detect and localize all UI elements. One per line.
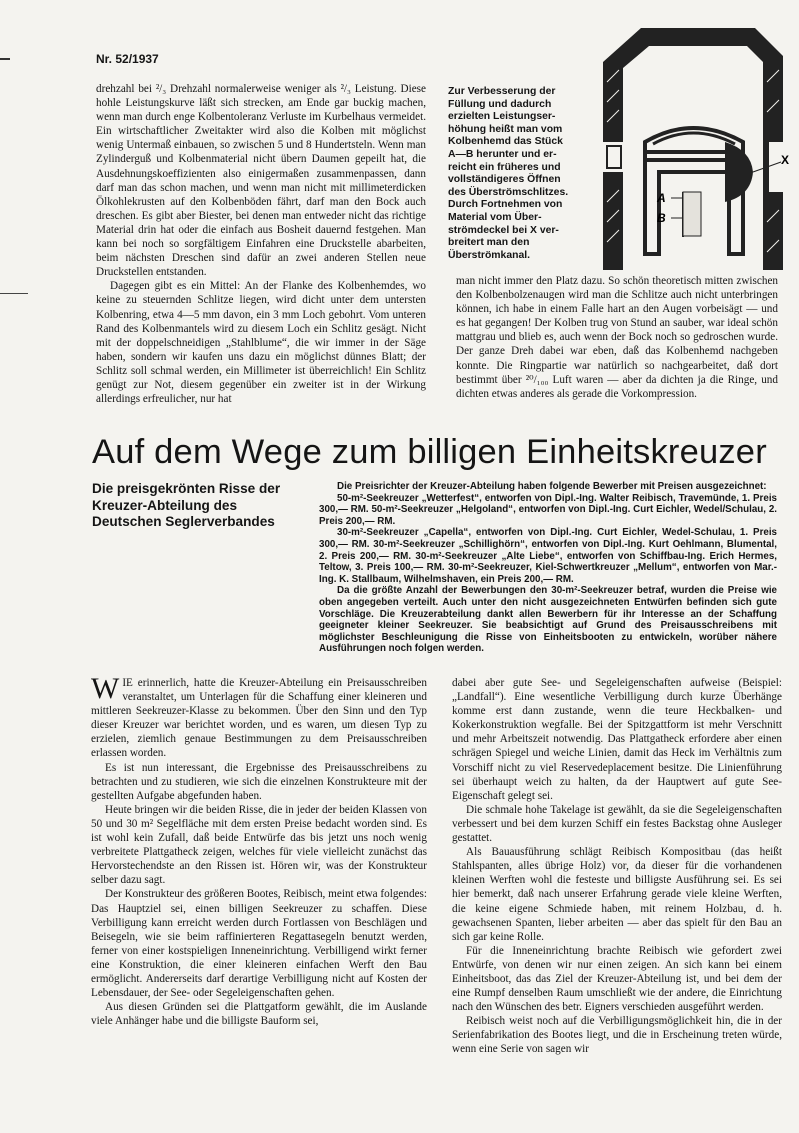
- figure-caption: [448, 86, 577, 262]
- margin-mark: [0, 58, 10, 60]
- caption-line: strömdeckel bei X ver-: [448, 224, 559, 236]
- paragraph: Heute bringen wir die beiden Risse, die in jeder der beiden Klassen von 50 und 30 m² Segelfläche mit dem ersten Preise bedacht worden sind. Es ist wohl kein Zufall, daß beide Entwürfe das bis jetzt uns noch wenig verbreitete Plattgatheck zeigen, welches für viele vielleicht zunächst das Hervorstechendste an den Rissen ist. Hören wir, was der Konstrukteur selber dazu sagt.: [91, 803, 427, 887]
- margin-line: [0, 293, 28, 294]
- caption-line: Füllung und dadurch: [448, 98, 552, 110]
- caption-line: erzielten Leistungser-: [448, 111, 556, 123]
- paragraph: dabei aber gute See- und Segeleigenschaften aufweise (Beispiel: „Landfall“). Eine wesentliche Verbilligung durch kurze Überhänge komme erst dann zustande, wenn die teure Heckbalken- und Kokerkonstruktion wegfalle. Bei der Spitzgattform ist mehr Verschnitt und mehr Arbeitszeit notwendig. Das Plattgatheck erfordere aber einen schrägen Spiegel und weiche Linien, damit das Heck im Verhältnis zum Vorschiff nicht zu viel Reservedeplacement besitze. Die Linienführung sei überhaupt weich zu halten, da der Hauptwert auf gute See-Eigenschaft gelegt sei.: [452, 677, 782, 802]
- prize-announcement: [319, 481, 777, 655]
- paragraph: Da die größte Anzahl der Bewerbungen den 30-m²-Seekreuzer betraf, wurden die Preise wie oben angegeben verteilt. Auch unter den nicht ausgezeichneten Entwürfen befinden sich gute Vorschläge. Die Kreuzerabteilung dankt allen Bewerbern für ihr Interesse an der Schaffung geeigneter kleiner Seekreuzer. Sie beabsichtigt auf Grund des Preisausschreibens mit möglichster Beschleunigung die Risse von Einheitsbooten zu entwickeln, worüber nähere Ausführungen noch folgen werden.: [319, 585, 777, 655]
- paragraph: 50-m²-Seekreuzer „Wetterfest“, entworfen von Dipl.-Ing. Walter Reibisch, Travemünde, 1. Preis 300,— RM. 50-m²-Seekreuzer „Helgoland“, entworfen von Dipl.-Ing. Curt Eichler, Wedel/Schulau, 2. Preis 200,— RM.: [319, 492, 777, 527]
- piston-ring: [645, 158, 743, 162]
- article-subhead: Die preisgekrönten Risse der Kreuzer-Abteilung des Deutschen Seglerverbandes: [92, 481, 281, 529]
- piston-ring: [645, 150, 743, 154]
- label-x: X: [781, 153, 790, 167]
- article-top-left: [96, 82, 426, 406]
- label-b: B: [657, 211, 666, 225]
- caption-line: Kolbenhemd das Stück: [448, 136, 563, 148]
- paragraph: Dagegen gibt es ein Mittel: An der Flanke des Kolbenhemdes, wo keine zu steuernden Schlitze liegen, wird dicht unter dem untersten Kolbenring, etwa 4—5 mm davon, ein 3 mm Loch gebohrt. Vom unteren Rand des Kolbenmantels wird zu diesem Loch ein Schlitz gesägt. Nicht mit der doppelschneidigen „Stahlblume“, die wir immer in der Säge haben, sondern wir kaufen uns dazu ein möglichst dünnes Blatt; der Schlitz soll schmal werden, ein Millimeter ist überreichlich! Ein Schlitz genügt zur Not, diesem gegenüber ein zweiter ist in der Wirkung allerdings erfreulicher, nur hat: [96, 280, 426, 406]
- paragraph: Reibisch weist noch auf die Verbilligungsmöglichkeit hin, die in der Serienfabrikation des Bootes liegt, und die in Erscheinung treten würde, wenn eine Serie von sagen wir: [452, 1015, 782, 1056]
- paragraph: man nicht immer den Platz dazu. So schön theoretisch mitten zwischen den Kolbenbolzenaugen wird man die Schlitze auch nicht unterbringen können, ich habe in einem Falle hart an den Augen vorbeisägt — und es hat gegangen! Der Kolben trug von Stund an sauber, war ideal schön mattgrau und blieb es, auch wenn der Bock noch so gedroschen wurde. Der ganze Dreh dabei war eben, daß das Kolbenhemd nachgeben konnte. Die Ringpartie war natürlich so nachgearbeitet, daß dort bestimmt über ²⁰/₁₀₀ Luft waren — aber da dichten ja die Ringe, und dichten etwas anderes als gerade die Vorkompression.: [456, 275, 778, 400]
- caption-line: Material vom Über-: [448, 211, 542, 223]
- caption-line: höhung heißt man vom: [448, 123, 563, 135]
- paragraph: Der Konstrukteur des größeren Bootes, Reibisch, meint etwa folgendes: Das Hauptziel sei, einen billigen Seekreuzer zu schaffen. Diese Verbilligung kann erreicht werden durch Fortlassen von Beschlägen und Beisegeln, wie sie beim raffinierteren Regattasegeln benutzt werden, ferner von einer kostspieligen Inneneinrichtung. Verbilligend wirkt ferner eine Konstruktion, die einer kleineren einfachen Werft den Bau ermöglicht. Andererseits darf derartige Verbilligung nicht auf Kosten der Lebensdauer, der See- oder Segeleigenschaften gehen.: [91, 888, 427, 1000]
- cut-section: [683, 192, 701, 236]
- paragraph: drehzahl bei ²/₃ Drehzahl normalerweise weniger als ²/₃ Leistung. Diese hohle Leistungskurve läßt sich strecken, am Ende gar buckig machen, wenn man durch enge Kolbentoleranz Verluste im Kurbelhaus vermeidet. Ein wirtschaftlicher Zweitakter wird also die Kolben mit möglichst wenig Untermaß einbauen, so zwischen 5 und 8 Hundertsteln. Wenn man Zylinderguß und Kolbenmaterial nicht übern Daumen gepeilt hat, die Ausdehnungskoeffizienten also einigermaßen zusammenpassen, dann darf man das schon machen, und wenn man nicht mit millimeterdicken Ölkohlekrusten auf den Kolbenböden fährt, darf man den Bock auch dreschen. Es gibt aber Biester, bei denen man entweder nicht das richtige Material drin hat oder die einfach aus Bosheit dauernd festgehen. Man kann bei noch so sorgfältigem Einfahren eine Druckstelle abarbeiten, beim nächsten Dreschen sind dafür an zwei anderen Stellen neue Druckstellen entstanden.: [96, 83, 426, 279]
- article-headline: Auf dem Wege zum billigen Einheitskreuzer: [92, 433, 767, 471]
- drop-cap: W: [91, 672, 120, 705]
- article-bottom-right: [452, 676, 782, 1057]
- caption-line: Überströmkanal.: [448, 249, 530, 261]
- caption-line: Durch Fortnehmen von: [448, 199, 563, 211]
- paragraph: [91, 672, 427, 761]
- paragraph: Als Bauausführung schlägt Reibisch Kompositbau (das heißt Stahlspanten, alles übrige Holz) vor, da dieser für die vorhandenen kleinen Werften wohl die festeste und billigste Ausführung sei. Es sei hier bemerkt, daß nach unserer Erfahrung gerade viele kleine Werften, die keine eigene Schmiede haben, mit reinem Holzbau, d. h. gewachsenen Spanten, lieber arbeiten — aber das spielt für den Bau an sich gar keine Rolle.: [452, 846, 782, 943]
- caption-line: vollständigeres Öffnen: [448, 174, 561, 186]
- issue-number: Nr. 52/1937: [96, 52, 159, 66]
- paragraph: Für die Inneneinrichtung brachte Reibisch wie gefordert zwei Entwürfe, von denen wir nur einen zeigen. An sich kann bei einem Einheitsboot, das das Ziel der Kreuzer-Abteilung ist, und bei dem der eine Rumpf denselben Raum umschließt wie der andere, die Einrichtung nach den Wünschen des betr. Eigners verschieden ausgeführt werden.: [452, 944, 782, 1014]
- paragraph: Die Preisrichter der Kreuzer-Abteilung haben folgende Bewerber mit Preisen ausgezeichnet:: [337, 481, 767, 492]
- article-top-right: [456, 274, 778, 401]
- caption-line: Zur Verbesserung der: [448, 86, 556, 97]
- caption-line: des Überströmschlitzes.: [448, 186, 569, 198]
- piston-cylinder-diagram: [583, 22, 793, 280]
- caption-line: A—B herunter und er-: [448, 148, 557, 160]
- article-bottom-left: [91, 672, 427, 1028]
- label-a: A: [657, 191, 666, 205]
- paragraph-text: IE erinnerlich, hatte die Kreuzer-Abteilung ein Preisausschreiben veranstaltet, um Unterlagen für die Schaffung einer kleineren und mittleren Seekreuzer-Klasse zu bekommen. Über den Sinn und den Typ dieser Kreuzer war berichtet worden, und es waren, um diesen Typ zu erzielen, ziemlich genaue Bestimmungen zu dem Preisausschreiben erlassen worden.: [91, 677, 427, 760]
- paragraph: Es ist nun interessant, die Ergebnisse des Preisausschreibens zu betrachten und zu studieren, wie sich die einzelnen Konstrukteure mit der gestellten Aufgabe abgefunden haben.: [91, 761, 427, 802]
- caption-line: breitert man den: [448, 237, 530, 249]
- caption-line: reicht ein früheres und: [448, 161, 561, 173]
- paragraph: Die schmale hohe Takelage ist gewählt, da sie die Segeleigenschaften verbessert und bei dem kurzen Schiff ein festes Backstag ohne Ausleger gestattet.: [452, 803, 782, 845]
- paragraph: Aus diesen Gründen sei die Plattgatform gewählt, die im Auslande viele Anhänger habe und die billigste Bauform sei,: [91, 1001, 427, 1028]
- paragraph: 30-m²-Seekreuzer „Capella“, entworfen von Dipl.-Ing. Curt Eichler, Wedel-Schulau, 1. Preis 300,— RM. 30-m²-Seekreuzer „Schillighörn“, entworfen von Dipl.-Ing. Kurt Oehlmann, Blumental, 2. Preis 200,— RM. 30-m²-Seekreuzer „Alte Liebe“, entworfen von Schiffbau-Ing. Erich Hermes, Teltow, 3. Preis 100,— RM. 30-m²-Seekreuzer, Kiel-Schwertkreuzer „Mellum“, entworfen von Mar.-Ing. K. Stallbaum, Wilhelmshaven, ein Preis 200,— RM.: [319, 527, 777, 585]
